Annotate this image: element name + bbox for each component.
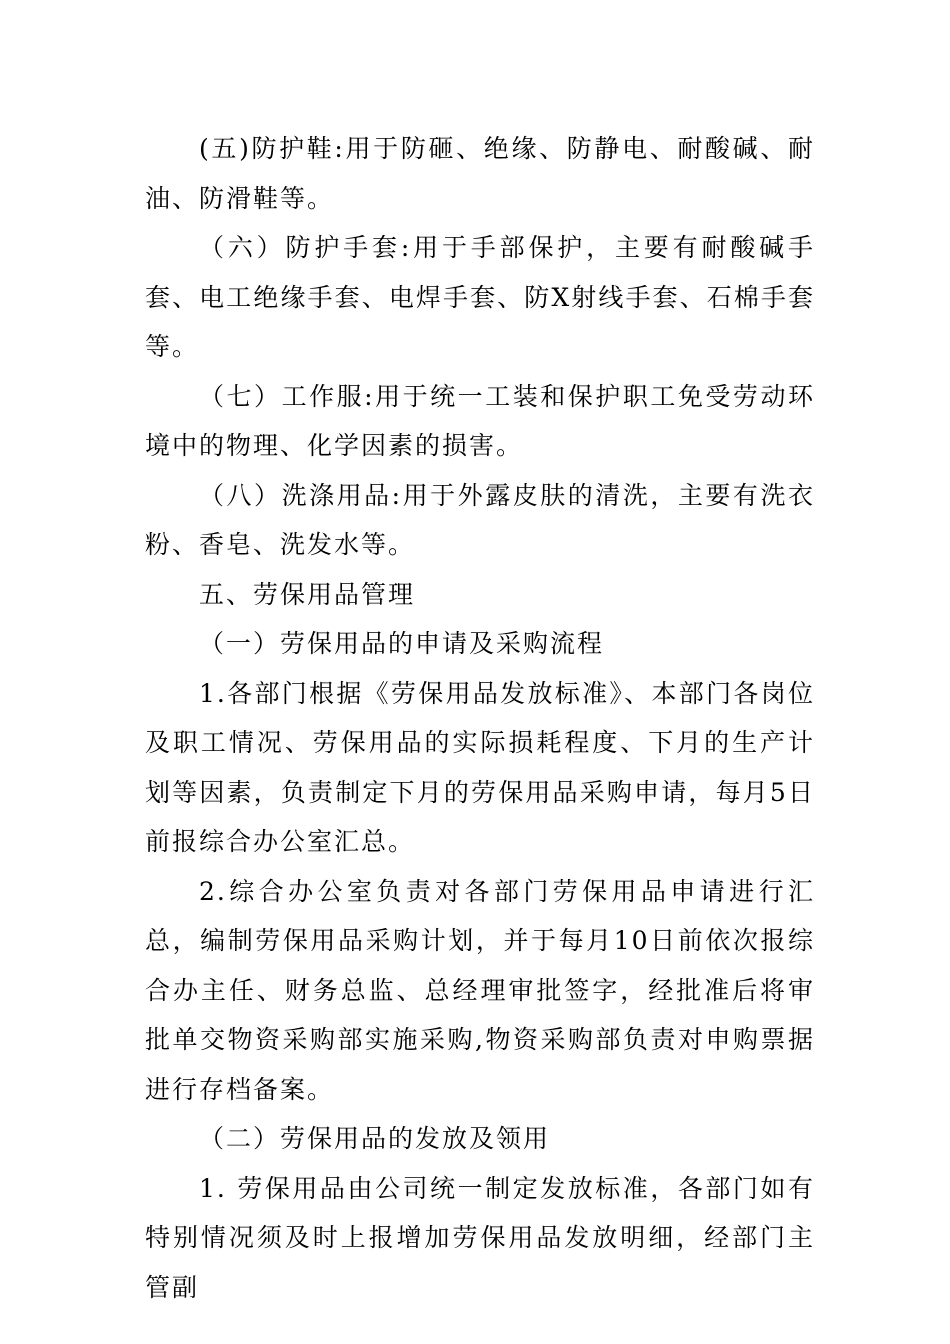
paragraph-distribution-standard: 1. 劳保用品由公司统一制定发放标准，各部门如有特别情况须及时上报增加劳保用品发放明细，经部门主管副 [145,1173,815,1302]
paragraph-work-clothes: （七）工作服:用于统一工装和保护职工免受劳动环境中的物理、化学因素的损害。 [145,381,815,460]
paragraph-department-application: 1.各部门根据《劳保用品发放标准》、本部门各岗位及职工情况、劳保用品的实际损耗程度、下月的生产计划等因素，负责制定下月的劳保用品采购申请，每月5日前报综合办公室汇总。 [145,678,815,856]
paragraph-washing-supplies: （八）洗涤用品:用于外露皮肤的清洗，主要有洗衣粉、香皂、洗发水等。 [145,480,815,559]
paragraph-office-summary: 2.综合办公室负责对各部门劳保用品申请进行汇总，编制劳保用品采购计划，并于每月10日前依次报综合办主任、财务总监、总经理审批签字，经批准后将审批单交物资采购部实施采购,物资采购部负责对申购票据进行存档备案。 [145,876,815,1104]
paragraph-protective-gloves: （六）防护手套:用于手部保护，主要有耐酸碱手套、电工绝缘手套、电焊手套、防X射线手套、石棉手套等。 [145,233,815,361]
subsection-heading-application-procurement: （一）劳保用品的申请及采购流程 [199,629,605,658]
section-heading-ppe-management: 五、劳保用品管理 [199,579,416,609]
subsection-heading-distribution: （二）劳保用品的发放及领用 [199,1124,551,1153]
document-body [145,124,815,1312]
paragraph-protective-shoes: (五)防护鞋:用于防砸、绝缘、防静电、耐酸碱、耐油、防滑鞋等。 [145,134,815,213]
